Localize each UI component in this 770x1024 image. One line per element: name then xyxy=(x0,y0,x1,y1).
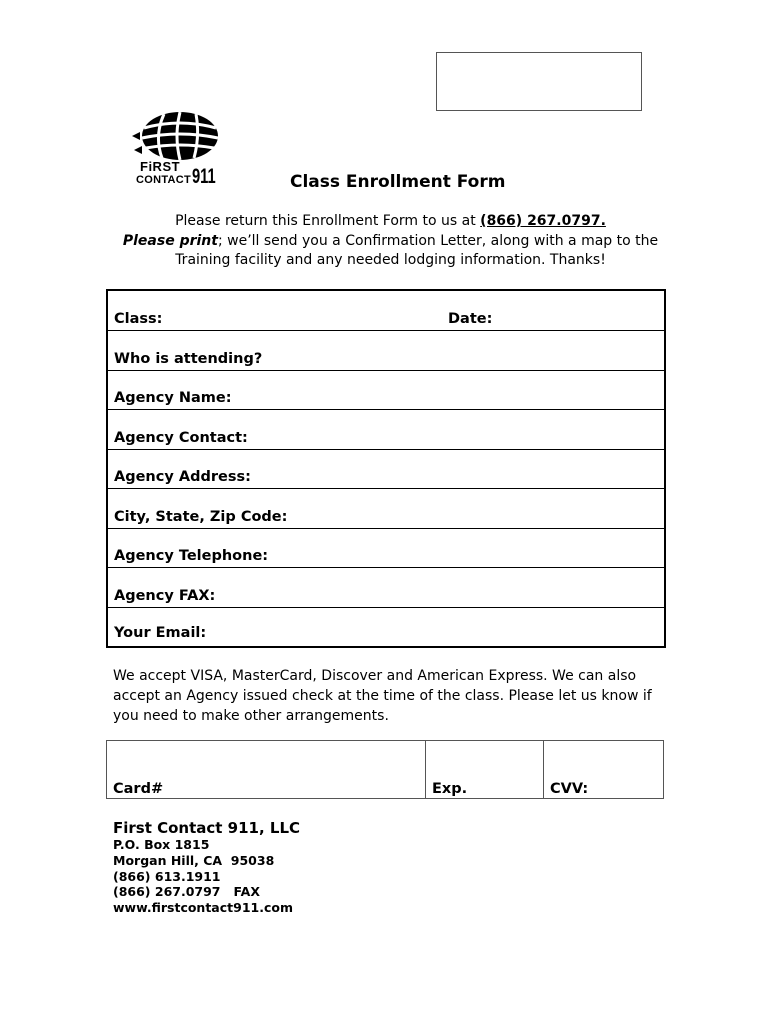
agency-address-label: Agency Address: xyxy=(114,469,251,485)
address-fax: (866) 267.0797 FAX xyxy=(113,884,260,900)
page-title: Class Enrollment Form xyxy=(290,172,506,192)
intro-text-before-phone: Please return this Enrollment Form to us at xyxy=(175,213,481,229)
company-logo xyxy=(128,108,228,194)
email-label: Your Email: xyxy=(114,625,207,641)
date-label: Date: xyxy=(448,311,493,327)
intro-text-after-print: ; we’ll send you a Confirmation Letter, along with a map to the Training facility and any needed lodging information. Thanks! xyxy=(175,232,659,268)
globe-icon xyxy=(128,108,228,166)
agency-telephone-label: Agency Telephone: xyxy=(114,548,269,564)
card-info-table xyxy=(106,740,664,799)
company-address xyxy=(113,837,293,916)
address-phone: (866) 613.1911 xyxy=(113,868,221,884)
enrollment-form xyxy=(106,289,666,648)
intro-paragraph xyxy=(118,212,663,271)
intro-phone: (866) 267.0797. xyxy=(480,213,606,229)
payment-note: We accept VISA, MasterCard, Discover and American Express. We can also accept an Agency issued check at the time of the class. Please let us know if you need to make other arrangements. xyxy=(113,668,652,724)
form-row-agency-contact[interactable] xyxy=(108,410,664,450)
city-state-zip-label: City, State, Zip Code: xyxy=(114,508,288,525)
agency-contact-label: Agency Contact: xyxy=(114,429,248,446)
card-cvv-label: CVV: xyxy=(550,781,589,797)
form-row-agency-fax[interactable] xyxy=(108,568,664,608)
intro-print-emphasis: Please print xyxy=(122,232,218,249)
agency-name-label: Agency Name: xyxy=(114,390,232,406)
form-row-city-state-zip[interactable] xyxy=(108,489,664,529)
form-row-class[interactable] xyxy=(108,291,664,331)
card-exp-cell[interactable] xyxy=(426,741,544,798)
card-cvv-cell[interactable] xyxy=(544,741,661,798)
form-row-agency-name[interactable] xyxy=(108,370,664,410)
logo-911-text: 911 xyxy=(192,165,216,188)
company-name: First Contact 911, LLC xyxy=(113,819,301,837)
logo-contact-text: CONTACT xyxy=(136,174,192,186)
class-label: Class: xyxy=(114,311,163,327)
address-po-box: P.O. Box 1815 xyxy=(113,837,210,852)
agency-fax-label: Agency FAX: xyxy=(114,587,216,604)
card-number-label: Card# xyxy=(113,781,164,797)
blank-stamp-box xyxy=(436,52,642,111)
card-exp-label: Exp. xyxy=(432,781,468,797)
form-row-agency-telephone[interactable] xyxy=(108,528,664,568)
card-number-cell[interactable] xyxy=(107,741,426,798)
address-city: Morgan Hill, CA 95038 xyxy=(113,852,275,868)
attending-label: Who is attending? xyxy=(114,350,263,367)
form-row-agency-address[interactable] xyxy=(108,449,664,489)
form-row-attending[interactable] xyxy=(108,331,664,371)
form-row-email[interactable] xyxy=(108,607,664,644)
address-website: www.firstcontact911.com xyxy=(113,900,293,916)
logo-first-text: FiRST xyxy=(140,159,181,174)
